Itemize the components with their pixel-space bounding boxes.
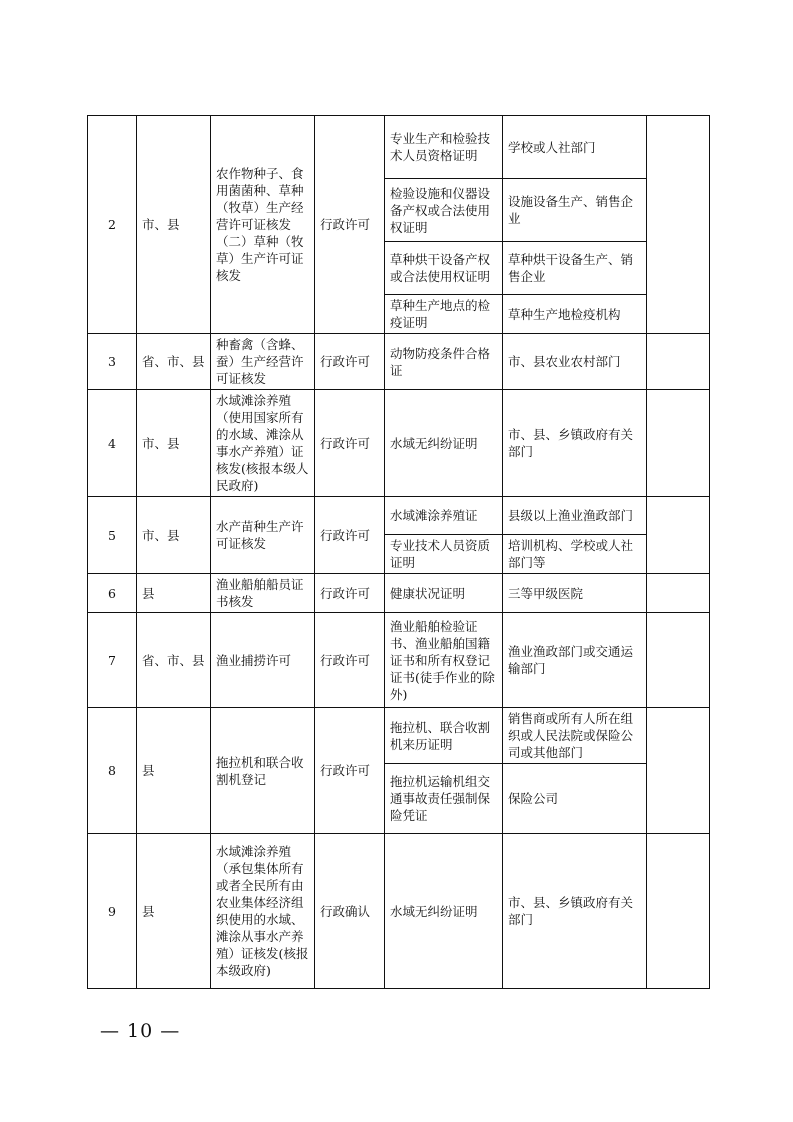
row-material: 渔业船舶检验证书、渔业船舶国籍证书和所有权登记证书(徒手作业的除外) [385, 613, 503, 708]
row-dept: 草种生产地检疫机构 [503, 295, 647, 334]
row-dept: 设施设备生产、销售企业 [503, 179, 647, 242]
row-material: 水域无纠纷证明 [385, 390, 503, 497]
table-row [88, 574, 710, 613]
certification-table [87, 115, 710, 989]
row-material: 检验设施和仪器设备产权或合法使用权证明 [385, 179, 503, 242]
row-number: 4 [88, 390, 137, 497]
table-row [88, 334, 710, 390]
row-number: 8 [88, 708, 137, 834]
row-remark [647, 834, 710, 989]
row-material: 专业技术人员资质证明 [385, 535, 503, 574]
row-dept: 市、县农业农村部门 [503, 334, 647, 390]
row-dept: 渔业渔政部门或交通运输部门 [503, 613, 647, 708]
row-remark [647, 574, 710, 613]
table-row [88, 390, 710, 497]
row-remark [647, 708, 710, 834]
row-type: 行政许可 [315, 390, 385, 497]
row-item: 渔业捕捞许可 [211, 613, 315, 708]
row-dept: 保险公司 [503, 764, 647, 834]
row-material: 动物防疫条件合格证 [385, 334, 503, 390]
row-number: 2 [88, 116, 137, 334]
table-row [88, 834, 710, 989]
row-material: 拖拉机、联合收割机来历证明 [385, 708, 503, 764]
row-item: 水域滩涂养殖（使用国家所有的水域、滩涂从事水产养殖）证核发(核报本级人民政府) [211, 390, 315, 497]
row-type: 行政许可 [315, 334, 385, 390]
row-item: 渔业船舶船员证书核发 [211, 574, 315, 613]
row-item: 种畜禽（含蜂、蚕）生产经营许可证核发 [211, 334, 315, 390]
row-item: 农作物种子、食用菌菌种、草种（牧草）生产经营许可证核发（二）草种（牧草）生产许可证核发 [211, 116, 315, 334]
row-level: 市、县 [137, 497, 211, 574]
row-type: 行政确认 [315, 834, 385, 989]
table-row [88, 497, 710, 535]
row-material: 专业生产和检验技术人员资格证明 [385, 116, 503, 179]
row-material: 水域滩涂养殖证 [385, 497, 503, 535]
row-level: 县 [137, 574, 211, 613]
table-row [88, 116, 710, 179]
row-dept: 销售商或所有人所在组织或人民法院或保险公司或其他部门 [503, 708, 647, 764]
row-dept: 培训机构、学校或人社部门等 [503, 535, 647, 574]
row-material: 拖拉机运输机组交通事故责任强制保险凭证 [385, 764, 503, 834]
row-material: 健康状况证明 [385, 574, 503, 613]
row-level: 省、市、县 [137, 613, 211, 708]
row-level: 市、县 [137, 390, 211, 497]
row-item: 水域滩涂养殖（承包集体所有或者全民所有由农业集体经济组织使用的水域、滩涂从事水产养殖）证核发(核报本级政府) [211, 834, 315, 989]
row-item: 拖拉机和联合收割机登记 [211, 708, 315, 834]
page-number: — 10 — [100, 1020, 181, 1042]
row-remark [647, 334, 710, 390]
row-remark [647, 390, 710, 497]
table-row [88, 613, 710, 708]
table-row [88, 708, 710, 764]
row-level: 省、市、县 [137, 334, 211, 390]
row-level: 县 [137, 834, 211, 989]
row-number: 7 [88, 613, 137, 708]
row-material: 草种生产地点的检疫证明 [385, 295, 503, 334]
row-dept: 三等甲级医院 [503, 574, 647, 613]
row-dept: 市、县、乡镇政府有关部门 [503, 390, 647, 497]
row-dept: 市、县、乡镇政府有关部门 [503, 834, 647, 989]
row-material: 水域无纠纷证明 [385, 834, 503, 989]
row-level: 县 [137, 708, 211, 834]
row-type: 行政许可 [315, 613, 385, 708]
row-dept: 学校或人社部门 [503, 116, 647, 179]
row-type: 行政许可 [315, 574, 385, 613]
row-number: 9 [88, 834, 137, 989]
row-dept: 县级以上渔业渔政部门 [503, 497, 647, 535]
row-type: 行政许可 [315, 116, 385, 334]
row-material: 草种烘干设备产权或合法使用权证明 [385, 242, 503, 295]
row-number: 5 [88, 497, 137, 574]
row-level: 市、县 [137, 116, 211, 334]
row-type: 行政许可 [315, 497, 385, 574]
row-remark [647, 116, 710, 334]
row-number: 3 [88, 334, 137, 390]
row-dept: 草种烘干设备生产、销售企业 [503, 242, 647, 295]
row-remark [647, 613, 710, 708]
row-item: 水产苗种生产许可证核发 [211, 497, 315, 574]
row-number: 6 [88, 574, 137, 613]
row-remark [647, 497, 710, 574]
row-type: 行政许可 [315, 708, 385, 834]
